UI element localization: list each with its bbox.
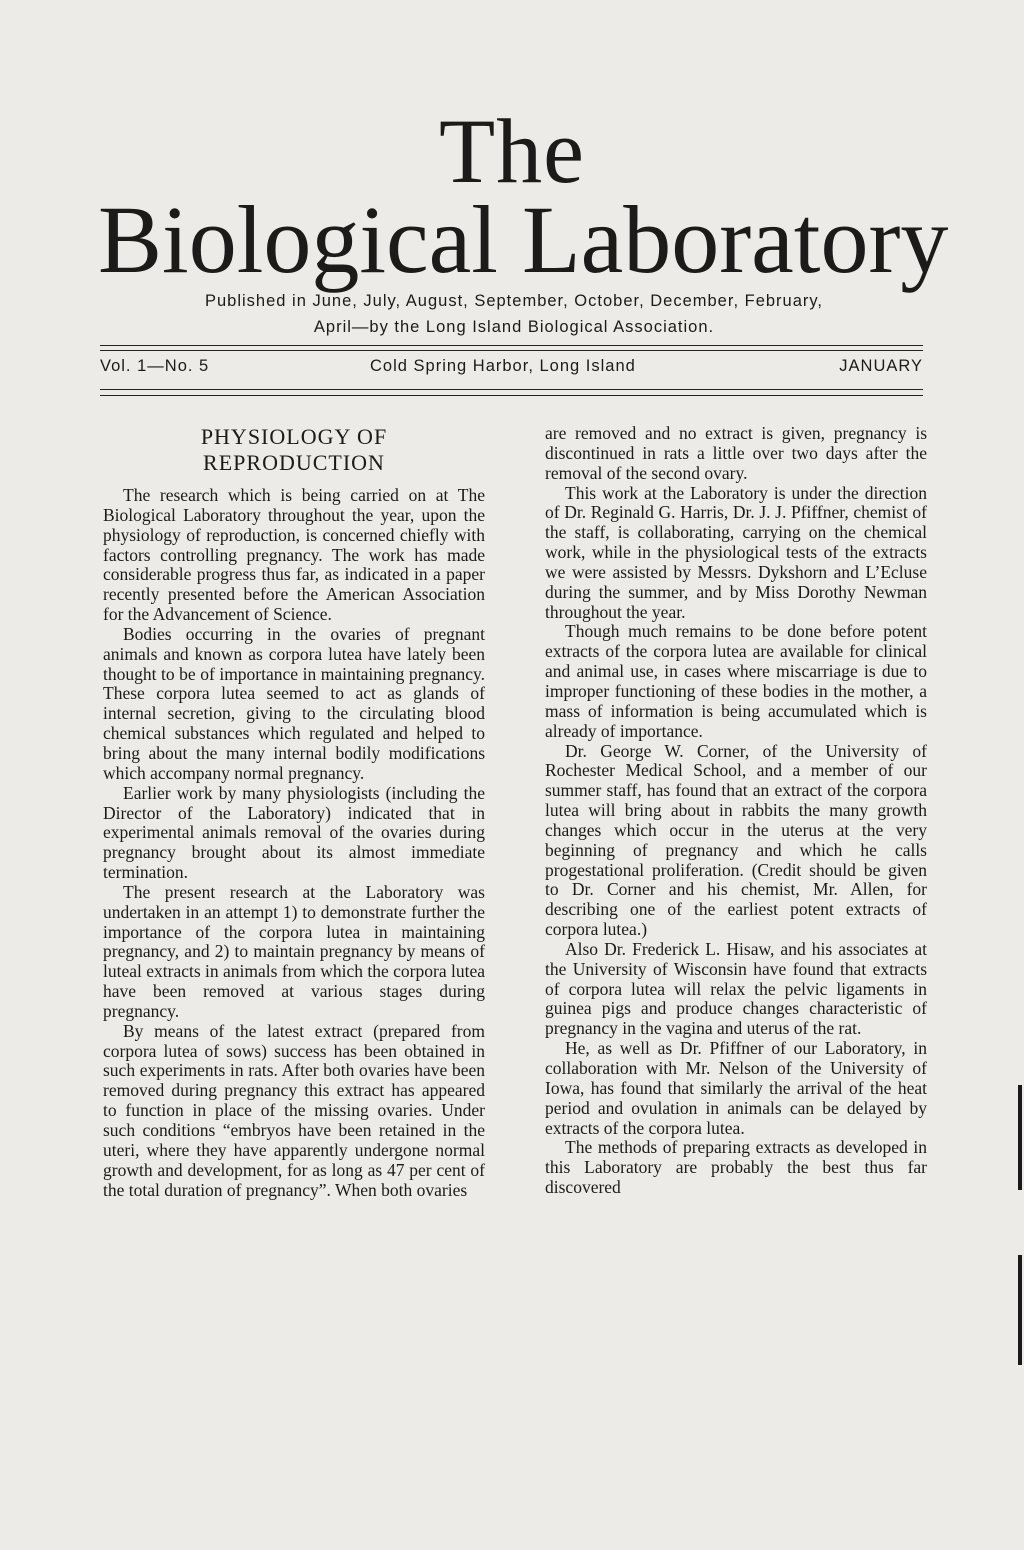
paragraph: are removed and no extract is given, pregnancy is discontinued in rats a little over two days after the removal of the second ovary. [545,423,927,483]
masthead-the: The [438,100,586,202]
bottom-rule-2 [100,395,923,396]
heading-line-1: PHYSIOLOGY OF [200,424,388,449]
heading-line-2: REPRODUCTION [203,450,385,475]
top-rule-2 [100,350,923,351]
place-of-publication: Cold Spring Harbor, Long Island [370,357,636,375]
top-rule-1 [100,345,923,346]
left-column [103,424,485,1200]
paragraph: Bodies occurring in the ovaries of pregnant animals and known as corpora lutea have lately been thought to be of importance in maintaining pregnancy. These corpora lutea seemed to act as glands of internal secretion, giving to the circulating blood chemical substances which regulated and helped to bring about the many internal bodily modifications which accompany normal pregnancy. [103,623,485,783]
paragraph: Also Dr. Frederick L. Hisaw, and his associates at the University of Wisconsin have found that extracts of corpora lutea will relax the pelvic ligaments in guinea pigs and produce changes characteristic of pregnancy in the vagina and uterus of the rat. [545,938,927,1039]
paragraph: The present research at the Laboratory was undertaken in an attempt 1) to demonstrate further the importance of the corpora lutea in maintaining pregnancy, and 2) to maintain pregnancy by means of luteal extracts in animals from which the corpora lutea have been removed at various stages during pregnancy. [103,881,485,1021]
paragraph: By means of the latest extract (prepared from corpora lutea of sows) success has been obtained in such experiments in rats. After both ovaries have been removed during pregnancy this extract has appeared to function in place of the missing ovaries. Under such conditions “embryos have been retained in the uteri, where they have apparently undergone normal growth and development, for as long as 47 per cent of the total duration of pregnancy”. When both ovaries [103,1020,485,1200]
right-column [545,424,927,1198]
publication-schedule-line-1: Published in June, July, August, September, October, December, February, [204,292,823,310]
publication-schedule-line-2: April—by the Long Island Biological Association. [313,318,715,336]
volume-number: Vol. 1—No. 5 [100,357,210,375]
page-edge-mark [1018,1085,1022,1190]
issue-month: JANUARY [839,357,923,375]
bottom-rule-1 [100,389,923,390]
paragraph: Dr. George W. Corner, of the University of Rochester Medical School, and a member of our summer staff, has found that an extract of the corpora lutea will bring about in rabbits the many growth changes which occur in the uterus at the very beginning of pregnancy and which he calls progestational proliferation. (Credit should be given to Dr. Corner and his chemist, Mr. Allen, for describing one of the earliest potent extracts of corpora lutea.) [545,740,927,940]
paragraph: He, as well as Dr. Pfiffner of our Laboratory, in collaboration with Mr. Nelson of the University of Iowa, has found that similarly the arrival of the heat period and ovulation in animals can be delayed by extracts of the corpora lutea. [545,1038,927,1138]
paragraph: This work at the Laboratory is under the direction of Dr. Reginald G. Harris, Dr. J. J. Pfiffner, chemist of the staff, is collaborating, carrying on the chemical work, while in the physiological tests of the extracts we were assisted by Messrs. Dykshorn and L’Ecluse during the summer, and by Miss Dorothy Newman throughout the year. [545,482,927,622]
article-heading [103,424,485,476]
page-edge-mark [1018,1255,1022,1365]
paragraph: The research which is being carried on at The Biological Laboratory throughout the year, upon the physiology of reproduction, is concerned chiefly with factors controlling pregnancy. The work has made considerable progress thus far, as indicated in a paper recently presented before the American Association for the Advancement of Science. [103,485,485,625]
issue-line [100,357,923,379]
masthead-title: Biological Laboratory [98,186,949,293]
paragraph: The methods of preparing extracts as developed in this Laboratory are probably the best thus far discovered [545,1137,927,1198]
paragraph: Though much remains to be done before potent extracts of the corpora lutea are available for clinical and animal use, in cases where miscarriage is due to improper functioning of these bodies in the mother, a mass of information is being accumulated which is already of importance. [545,621,927,741]
paragraph: Earlier work by many physiologists (including the Director of the Laboratory) indicated that in experimental animals removal of the ovaries during pregnancy brought about its almost immediate termination. [103,782,485,883]
